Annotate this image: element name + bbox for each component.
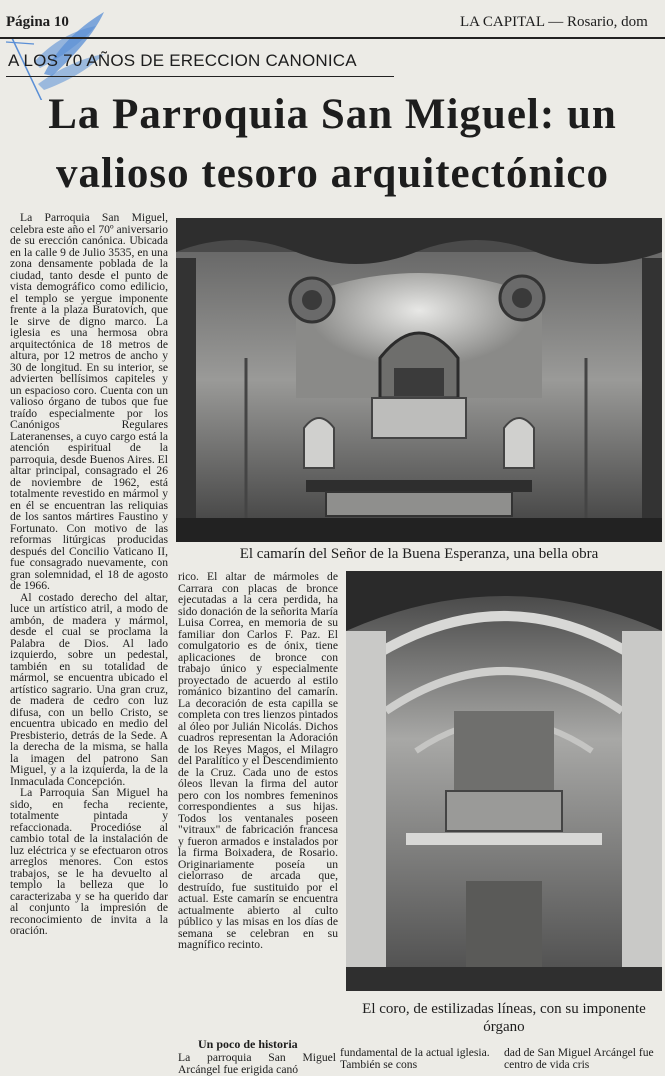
headline-line-2: valioso tesoro arquitectónico <box>56 150 609 197</box>
article-column-1 <box>10 212 168 937</box>
article-column-3-bottom: fundamental de la actual iglesia. También se cons <box>340 1046 490 1071</box>
headline-line-1: La Parroquia San Miguel: un <box>48 91 617 138</box>
header-rule <box>0 37 665 39</box>
kicker-rule <box>6 76 394 77</box>
article-paragraph: La Parroquia San Miguel ha sido, en fecha reciente, totalmente pintada y refaccionada. Procedióse al cambio total de la instalación de luz eléctrica y se efectuaron otros arreglos menores. Con estos trabajos, se le ha devuelto al templo la belleza que lo caracterizaba y se ha querido dar al conjunto la impresión de reconocimiento de invita a la oración. <box>10 786 168 937</box>
article-paragraph: La Parroquia San Miguel, celebra este año el 70º aniversario de su erección canónica. Ubicada en la calle 9 de Julio 3535, en una zona densamente poblada de la ciudad, tanto desde el punto de vista demográfico como edilicio, el templo se yergue imponente frente a la plaza Buratovich, que le sirve de digno marco. La iglesia es una hermosa obra arquitectónica de 18 metros de altura, por 12 metros de ancho y 30 de longitud. En su interior, se advierten bellísimos capiteles y un espacioso coro. Cuenta con un valioso órgano de tubos que fue traído especialmente por los Canónigos Regulares Lateranenses, a cuyo cargo está la atención espiritual de la parroquia, desde Buenos Aires. El altar principal, consagrado el 26 de noviembre de 1962, está totalmente revestido en mármol y en él se encuentran las reliquias de los santos mártires Faustino y Fortunato. Con motivo de las reformas litúrgicas producidas después del Concilio Vaticano II, fue consagrado nuevamente, con gran solemnidad, el 18 de agosto de 1966. <box>10 211 168 592</box>
photo-caption-altar: El camarín del Señor de la Buena Esperanza, una bella obra <box>239 546 599 562</box>
article-column-4-bottom: dad de San Miguel Arcángel fue centro de vida cris <box>504 1046 654 1071</box>
altar-photo <box>176 218 662 542</box>
section-subhead: Un poco de historia <box>198 1037 298 1051</box>
article-paragraph: Al costado derecho del altar, luce un artístico atril, a modo de ambón, de madera y mármol, desde el cual se proclama la Palabra de Dios. Al lado izquierdo, sobre un pedestal, también en su totalidad de mármol, se encuentra ubicado el artístico sagrario. Una gran cruz, de madera de cedro con luz difusa, con un bello Cristo, se encuentra ubicado en medio del Presbisterio, detrás de la Sede. A la derecha de la misma, se halla la imagen del patrono San Miguel, y a la izquierda, la de la Inmaculada Concepción. <box>10 590 168 788</box>
article-paragraph: rico. El altar de mármoles de Carrara con placas de bronce ejecutadas a la cera perdida, ha sido donación de la señorita María Luisa Correa, en memoria de su familiar don Carlos F. Paz. El comulgatorio es de ónix, tiene aplicaciones de bronce con trabajo único y especialmente proyectado de acuerdo al estilo románico bizantino del camarín. La decoración de esta capilla se completa con tres lienzos pintados al óleo por Julián Nicolás. Dichos cuadros representan la Adoración de los Reyes Magos, el Milagro del Paralítico y el Descendimiento de la Cruz. Cada uno de estos óleos llevan la firma del autor pero con los nombres femeninos correspondientes a sus hijas. Todos los ventanales poseen "vitraux" de fabricación francesa y fueron armados e instalados por la firma Boixadera, de Rosario. Originariamente poseía un cielorraso de arcada que, destruído, fue sustituido por el actual. Este camarín se encuentra actualmente abierto al culto público y las misas en los días de semana se celebran en su magnífico recinto. <box>178 570 339 951</box>
article-column-2 <box>178 571 338 951</box>
article-kicker: A LOS 70 AÑOS DE ERECCION CANONICA <box>8 51 357 70</box>
page-number: Página 10 <box>6 14 69 30</box>
article-column-2-bottom: La parroquia San Miguel Arcángel fue erigida canó <box>178 1051 336 1076</box>
choir-photo <box>346 571 662 991</box>
photo-caption-choir: El coro, de estilizadas líneas, con su imponente órgano <box>362 1001 646 1035</box>
newspaper-dateline: LA CAPITAL — Rosario, dom <box>460 14 648 30</box>
